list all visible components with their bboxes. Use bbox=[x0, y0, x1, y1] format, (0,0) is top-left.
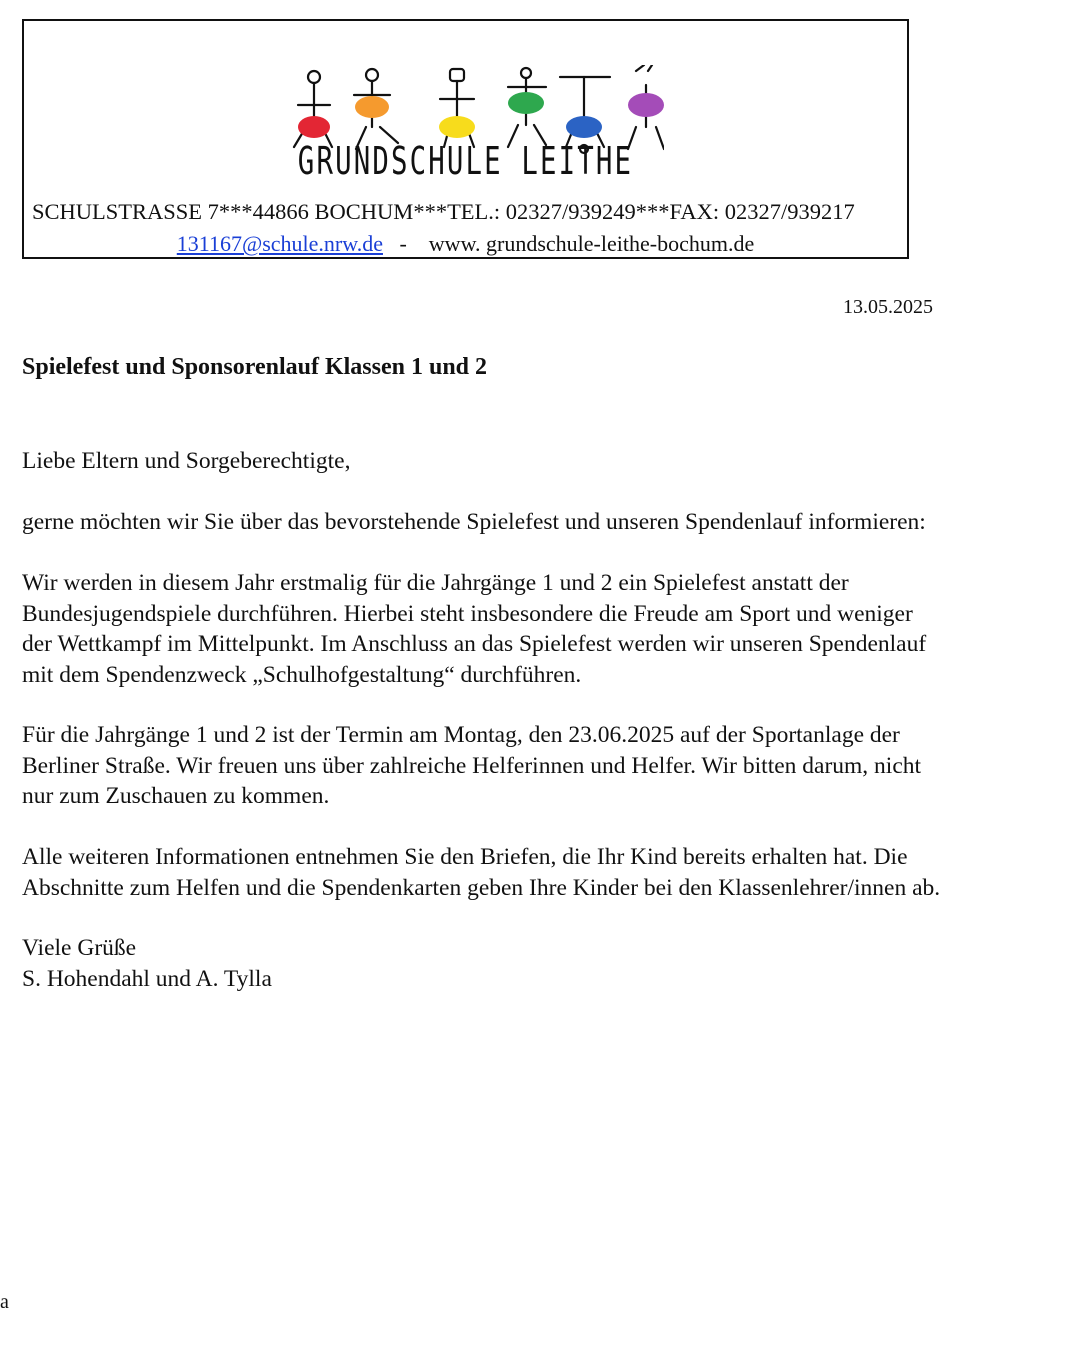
signature: S. Hohendahl und A. Tylla bbox=[22, 965, 272, 992]
school-logo-title: GRUNDSCHULE LEITHE bbox=[297, 139, 634, 183]
salutation: Liebe Eltern und Sorgeberechtigte, bbox=[22, 448, 351, 474]
letter-closing bbox=[22, 933, 1062, 994]
paragraph-line: nur zum Zuschauen zu kommen. bbox=[22, 783, 330, 809]
logo-body-purple bbox=[628, 93, 664, 117]
paragraph-spielefest bbox=[22, 568, 1062, 690]
logo-body-red bbox=[298, 116, 330, 138]
email-link[interactable]: 131167@schule.nrw.de bbox=[176, 231, 383, 256]
paragraph-termin bbox=[22, 720, 1062, 812]
letter-date: 13.05.2025 bbox=[843, 296, 933, 318]
logo-body-orange bbox=[355, 96, 389, 118]
contact-line bbox=[24, 231, 907, 257]
paragraph-intro: gerne möchten wir Sie über das bevorstehende Spielefest und unseren Spendenlauf informieren: bbox=[22, 509, 926, 535]
paragraph-line: Wir werden in diesem Jahr erstmalig für die Jahrgänge 1 und 2 ein Spielefest anstatt der bbox=[22, 570, 849, 596]
paragraph-line: Berliner Straße. Wir freuen uns über zahlreiche Helferinnen und Helfer. Wir bitten darum, nicht bbox=[22, 752, 922, 779]
closing-greeting: Viele Grüße bbox=[22, 935, 137, 961]
logo-body-blue bbox=[566, 116, 602, 138]
paragraph-line: mit dem Spendenzweck „Schulhofgestaltung“ durchführen. bbox=[22, 661, 582, 688]
letterhead bbox=[22, 19, 909, 259]
school-address: SCHULSTRASSE 7***44866 BOCHUM***TEL.: 02327/939249***FAX: 02327/939217 bbox=[32, 199, 855, 224]
logo-body-green bbox=[508, 92, 544, 114]
paragraph-line: Alle weiteren Informationen entnehmen Sie den Briefen, die Ihr Kind bereits erhalten hat. Die bbox=[22, 844, 908, 870]
website-text: www. grundschule-leithe-bochum.de bbox=[428, 231, 755, 256]
logo-body-yellow bbox=[439, 116, 475, 138]
paragraph-informationen bbox=[22, 842, 1062, 903]
paragraph-line: Bundesjugendspiele durchführen. Hierbei steht insbesondere die Freude am Sport und weniger bbox=[22, 600, 913, 627]
letter-subject: Spielefest und Sponsorenlauf Klassen 1 und 2 bbox=[22, 354, 488, 380]
paragraph-line: der Wettkampf im Mittelpunkt. Im Anschluss an das Spielefest werden wir unseren Spendenlauf bbox=[22, 631, 927, 657]
paragraph-line: Abschnitte zum Helfen und die Spendenkarten geben Ihre Kinder bei den Klassenlehrer/innen ab. bbox=[22, 874, 941, 901]
paragraph-line: Für die Jahrgänge 1 und 2 ist der Termin am Montag, den 23.06.2025 auf der Sportanlage der bbox=[22, 722, 900, 748]
contact-separator: - bbox=[399, 231, 407, 256]
edge-text-fragment: a bbox=[0, 1291, 9, 1313]
